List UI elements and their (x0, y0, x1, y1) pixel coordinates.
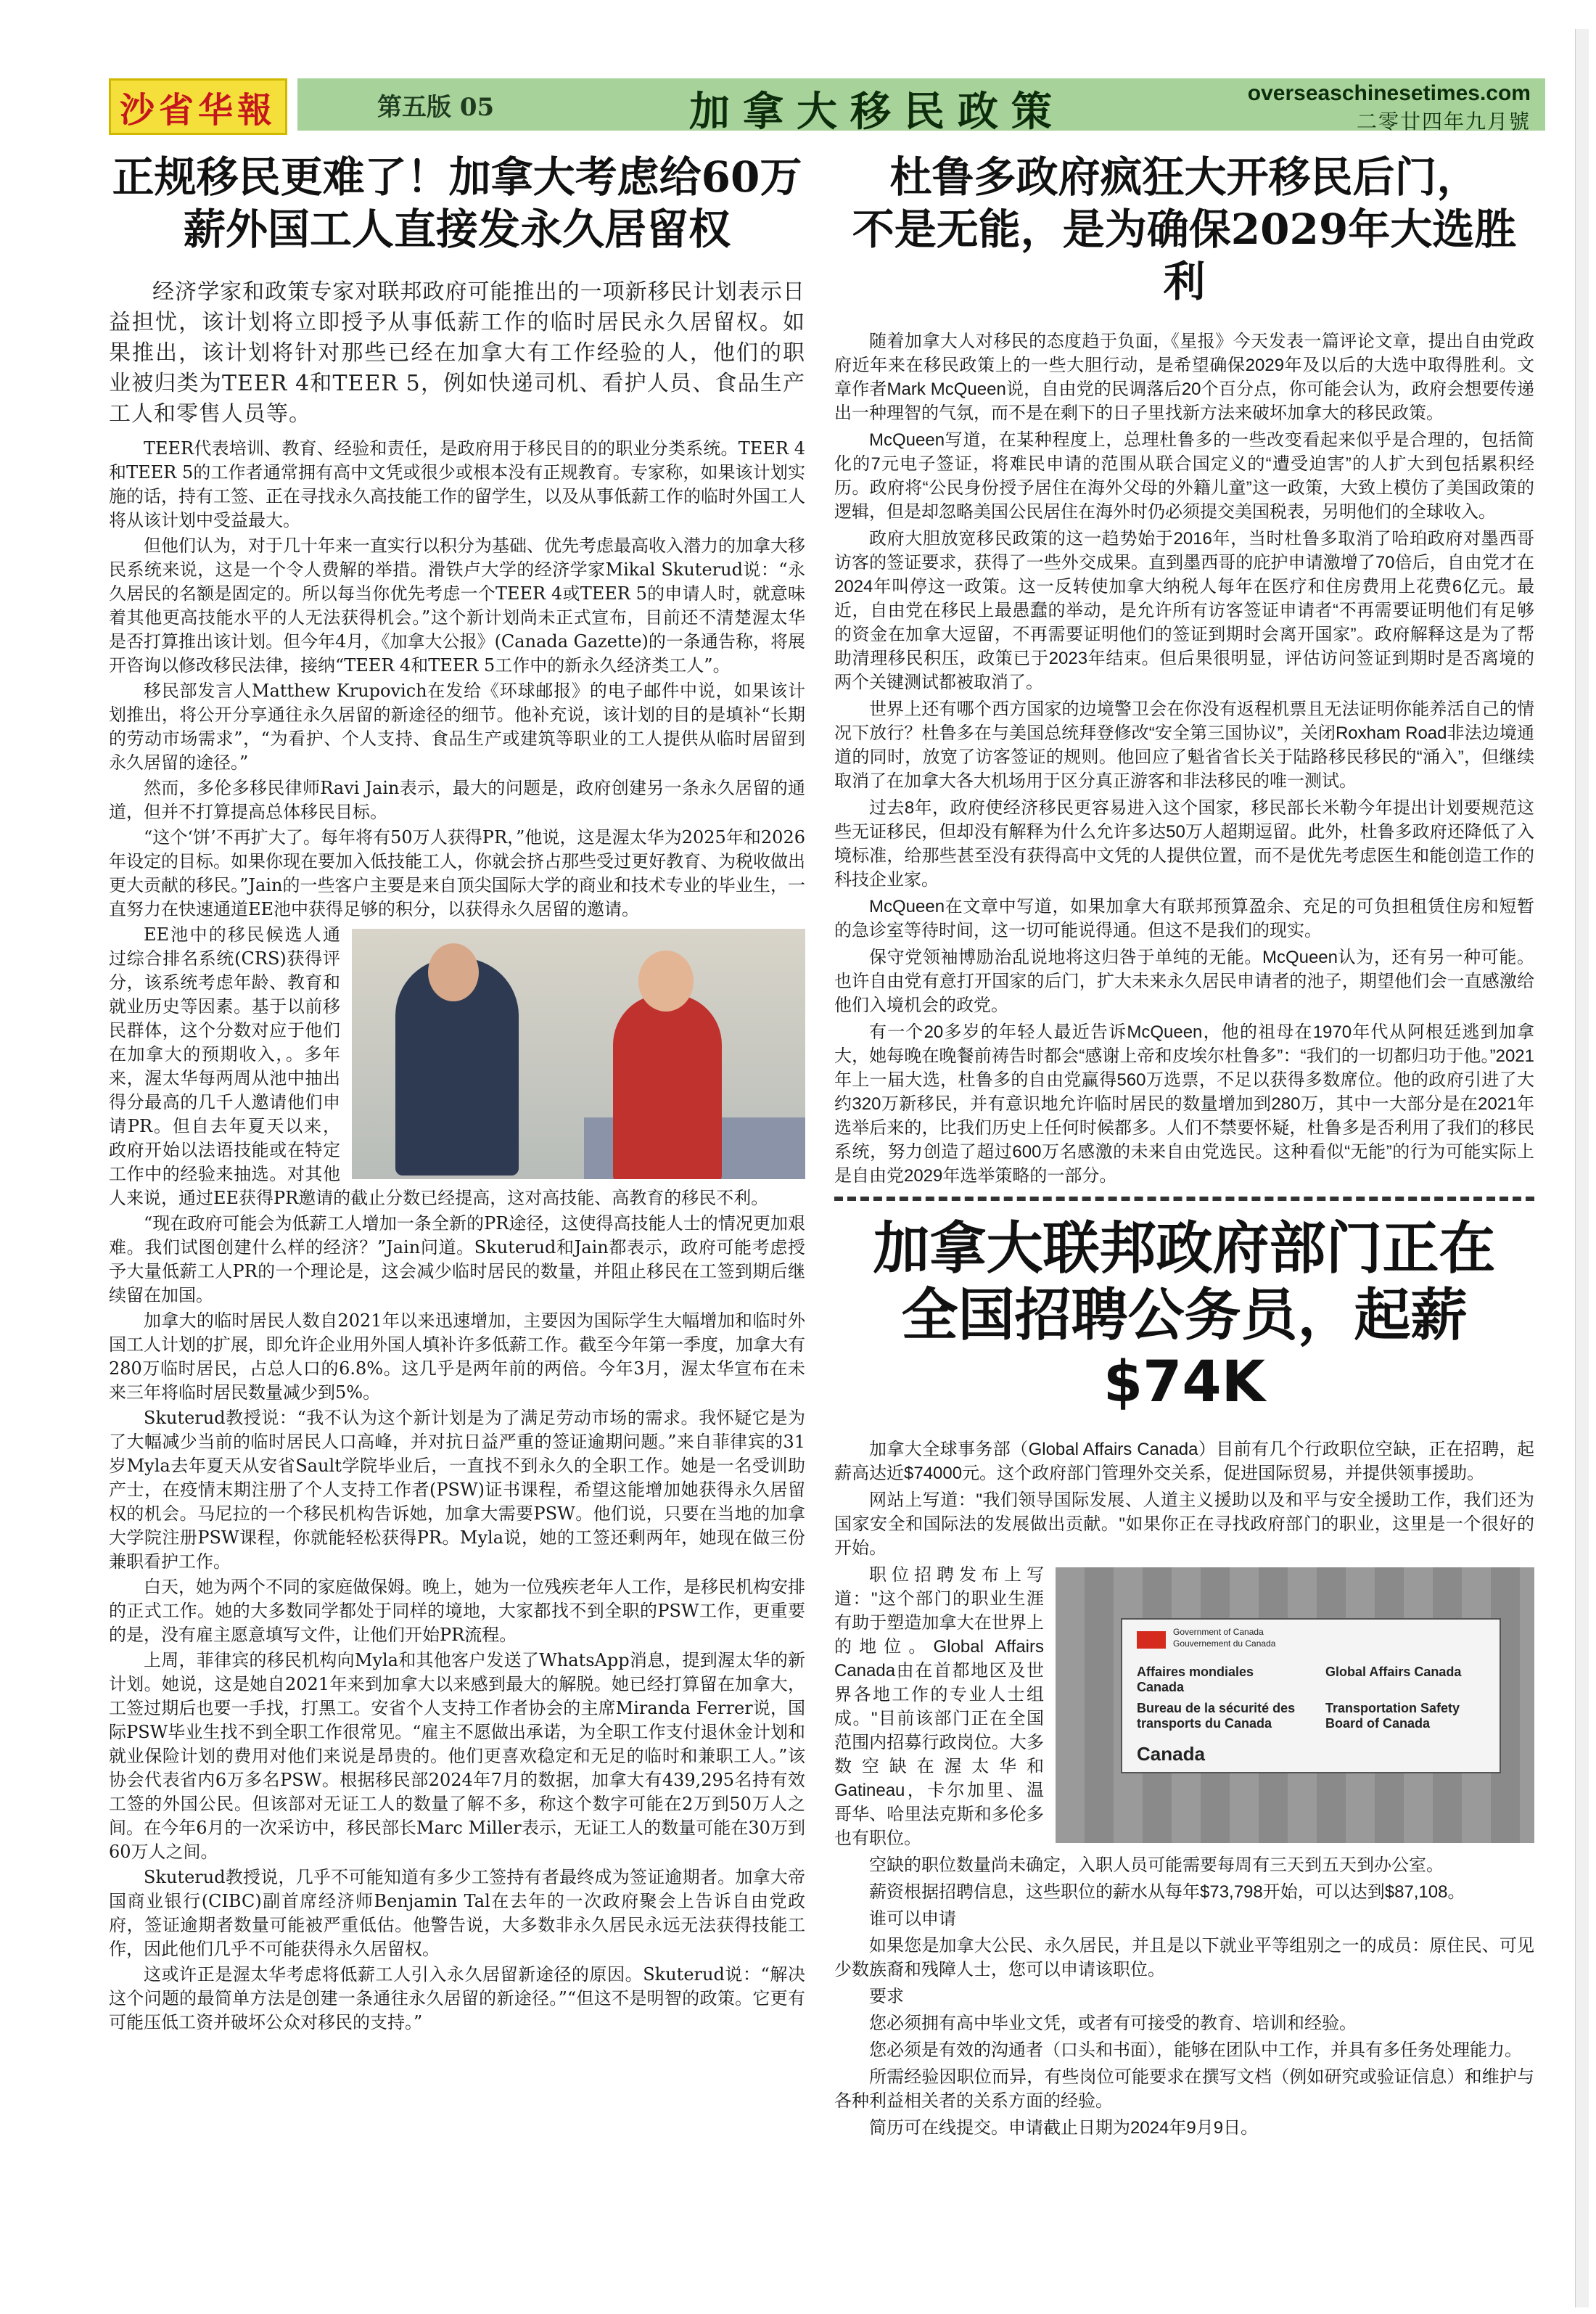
left-para: 这或许正是渥太华考虑将低薪工人引入永久居留新途径的原因。Skuterud说：“解决这个问题的最简单方法是创建一条通往永久居留的新途径。”“但这不是明智的政策。它更有可能压低工资并破坏公众对移民的支持。” (109, 1964, 805, 2032)
jobs-headline (834, 1215, 1534, 1416)
jobs-para: 空缺的职位数量尚未确定，入职人员可能需要每周有三天到五天到办公室。 (869, 1855, 1444, 1875)
right-para: 保守党领袖博励治乱说地将这归咎于单纯的无能。McQueen认为，还有另一种可能。也许自由党有意打开国家的后门，扩大未来永久居民申请者的池子，期望他们会一直感激给他们入境机会的政党。 (834, 948, 1534, 1015)
right-para: 过去8年，政府使经济移民更容易进入这个国家，移民部长米勒今年提出计划要规范这些无证移民，但却没有解释为什么允许多达50万人超期逗留。此外，杜鲁多政府还降低了入境标准，给那些甚至没有获得高中文凭的人提供位置，而不是优先考虑医生和能创造工作的科技企业家。 (834, 798, 1534, 890)
sign-gov-fr: Gouvernement du Canada (1173, 1638, 1276, 1649)
sign-bureau-en: Transportation Safety Board of Canada (1325, 1701, 1460, 1731)
left-headline-line1: 正规移民更难了！加拿大考虑给60万 (112, 152, 802, 202)
section-title: 加拿大移民政策 (689, 88, 1065, 136)
right-para: 政府大胆放宽移民政策的这一趋势始于2016年，当时杜鲁多取消了哈珀政府对墨西哥访客的签证要求，获得了一些外交成果。直到墨西哥的庇护申请激增了70倍后，自由党才在2024年叫停这一政策。这一反转使加拿大纳税人每年在医疗和住房费用上花费6亿元。最近，自由党在移民上最愚蠢的举动，是允许所有访客签证申请者“不再需要证明他们有足够的资金在加拿大逗留，不再需要证明他们的签证到期时会离开国家”。政府解释这是为了帮助清理移民积压，政策已于2023年结束。但后果很明显，评估访问签证到期时是否离境的两个关键测试都被取消了。 (834, 529, 1534, 692)
left-para: 加拿大的临时居民人数自2021年以来迅速增加，主要因为国际学生大幅增加和临时外国工人计划的扩展，即允许企业用外国人填补许多低薪工作。截至今年第一季度，加拿大有280万临时居民，占总人口的6.8%。这几乎是两年前的两倍。今年3月，渥太华宣布在未来三年将临时居民数量减少到5%。 (109, 1310, 805, 1403)
jobs-para: 您必须拥有高中毕业文凭，或者有可接受的教育、培训和经验。 (869, 2014, 1357, 2033)
left-para: “现在政府可能会为低薪工人增加一条全新的PR途径，这使得高技能人士的情况更加艰难。我们试图创建什么样的经济？”Jain问道。Skuterud和Jain都表示，政府可能考虑授予大量低薪工人PR的一个理论是，这会减少临时居民的数量，并阻止移民在工签到期后继续留在加国。 (109, 1213, 805, 1305)
left-lead: 经济学家和政策专家对联邦政府可能推出的一项新移民计划表示日益担忧，该计划将立即授予从事低薪工作的临时居民永久居留权。如果推出，该计划将针对那些已经在加拿大有工作经验的人，他们的职业被归类为TEER 4和TEER 5，例如快递司机、看护人员、食品生产工人和零售人员等。 (109, 279, 805, 427)
jobs-heading: 要求 (869, 1987, 904, 2006)
sign-dept-en: Global Affairs Canada (1325, 1665, 1462, 1679)
left-para: 移民部发言人Matthew Krupovich在发给《环球邮报》的电子邮件中说，如果该计划推出，将公开分享通往永久居留的新途径的细节。他补充说，该计划的目的是填补“长期的劳动市场需求”，“为看护、个人支持、食品生产或建筑等职业的工人提供从临时居留到永久居留的途径。” (109, 681, 805, 773)
jobs-para: 加拿大全球事务部（Global Affairs Canada）目前有几个行政职位空缺，正在招聘，起薪高达近$74000元。这个政府部门管理外交关系，促进国际贸易，并提供领事援助。 (834, 1440, 1534, 1483)
sign-dept-fr: Affaires mondiales Canada (1137, 1665, 1254, 1694)
canada-flag-icon (1137, 1631, 1166, 1649)
right-para: 世界上还有哪个西方国家的边境警卫会在你没有返程机票且无法证明你能养活自己的情况下放行？杜鲁多在与美国总统拜登修改“安全第三国协议”，关闭Roxham Road非法边境通道的同时，放宽了访客签证的规则。他回应了魁省省长关于陆路移民移民的“涌入”，但继续取消了在加拿大各大机场用于区分真正游客和非法移民的唯一测试。 (834, 699, 1534, 791)
right-article (834, 145, 1534, 2143)
right-headline-line2: 不是无能，是为确保2029年大选胜利 (852, 205, 1517, 306)
left-para: “这个‘饼’不再扩大了。每年将有50万人获得PR，”他说，这是渥太华为2025年和2026年设定的目标。如果你现在要加入低技能工人，你就会挤占那些受过更好教育、为税收做出更大贡献的移民。”Jain的一些客户主要是来自顶尖国际大学的商业和技术专业的毕业生，一直努力在快速通道EE池中获得足够的积分，以获得永久居留的邀请。 (109, 827, 805, 919)
left-para: 但他们认为，对于几十年来一直实行以积分为基础、优先考虑最高收入潜力的加拿大移民系统来说，这是一个令人费解的举措。滑铁卢大学的经济学家Mikal Skuterud说：“永久居民的名额是固定的。所以每当你优先考虑一个TEER 4或TEER 5的申请人时，就意味着其他更高技能水平的人无法获得机会。”这个新计划尚未正式宣布，目前还不清楚渥太华是否打算推出该计划。但今年4月，《加拿大公报》(Canada Gazette)的一条通告称，将展开咨询以修改移民法律，接纳“TEER 4和TEER 5工作中的新永久经济类工人”。 (109, 536, 805, 676)
jobs-heading: 谁可以申请 (869, 1909, 956, 1929)
sign-gov-en: Government of Canada (1173, 1627, 1264, 1637)
sign-bureau-fr: Bureau de la sécurité des transports du Canada (1137, 1701, 1296, 1731)
left-para: Skuterud教授说，几乎不可能知道有多少工签持有者最终成为签证逾期者。加拿大帝国商业银行(CIBC)副首席经济师Benjamin Tal在去年的一次政府聚会上告诉自由党政府，签证逾期者数量可能被严重低估。他警告说，大多数非永久居民永远无法获得技能工作，因此他们几乎不可能获得永久居留权。 (109, 1867, 805, 1959)
jobs-headline-line1: 加拿大联邦政府部门正在 (873, 1216, 1496, 1281)
right-para: 随着加拿大人对移民的态度趋于负面，《星报》今天发表一篇评论文章，提出自由党政府近年来在移民政策上的一些大胆行动，是希望确保2029年及以后的大选中取得胜利。文章作者Mark McQueen说，自由党的民调落后20个百分点，你可能会认为，政府会想要传递出一种理智的气氛，而不是在剩下的日子里找新方法来破坏加拿大的移民政策。 (834, 332, 1534, 423)
jobs-para: 职位招聘发布上写道："这个部门的职业生涯有助于塑造加拿大在世界上的地位。Global Affairs Canada由在首都地区及世界各地工作的专业人士组成。"目前该部门正在全国范围内招募行政岗位。大多数空缺在渥太华和Gatineau，卡尔加里、温哥华、哈里法克斯和多伦多也有职位。 (834, 1565, 1044, 1848)
left-para: TEER代表培训、教育、经验和责任，是政府用于移民目的的职业分类系统。TEER 4和TEER 5的工作者通常拥有高中文凭或很少或根本没有正规教育。专家称，如果该计划实施的话，持有工签、正在寻找永久高技能工作的留学生，以及从事低薪工作的临时外国工人将从该计划中受益最大。 (109, 438, 805, 530)
vertical-scrollbar[interactable] (1575, 29, 1589, 2307)
right-headline (834, 151, 1534, 308)
jobs-para: 薪资根据招聘信息，这些职位的薪水从每年$73,798开始，可以达到$87,108。 (869, 1882, 1465, 1902)
newspaper-logo: 沙省华報 (109, 78, 287, 135)
left-para: Skuterud教授说：“我不认为这个新计划是为了满足劳动市场的需求。我怀疑它是为了大幅减少当前的临时居民人口高峰，并对抗日益严重的签证逾期问题。”来自菲律宾的31岁Myla去年夏天从安省Sault学院毕业后，一直找不到永久的全职工作。她是一名受训助产士，在疫情末期注册了个人支持工作者(PSW)证书课程，希望这能增加她获得永久居留权的机会。马尼拉的一个移民机构告诉她，加拿大需要PSW。他们说，只要在当地的加拿大学院注册PSW课程，你就能轻松获得PR。Myla说，她的工签还剩两年，她现在做三份兼职看护工作。 (109, 1408, 805, 1572)
jobs-para: 简历可在线提交。申请截止日期为2024年9月9日。 (869, 2118, 1259, 2138)
left-para: EE池中的移民候选人通过综合排名系统(CRS)获得评分，该系统考虑年龄、教育和就业历史等因素。基于以前移民群体，这个分数对应于他们在加拿大的预期收入，。多年来，渥太华每两周从池中抽出得分最高的几千人邀请他们申请PR。但自去年夏天以来，政府开始以法语技能或在特定工作中的经验来抽选。对其他人来说，通过EE获得PR邀请的截止分数已经提高，这对高技能、高教育的移民不利。 (109, 924, 769, 1208)
edition-label: 第五版 05 (377, 93, 495, 122)
site-link[interactable]: overseaschinesetimes.com (1247, 81, 1531, 105)
left-para: 然而，多伦多移民律师Ravi Jain表示，最大的问题是，政府创建另一条永久居留的通道，但并不打算提高总体移民目标。 (109, 778, 805, 822)
left-para: 白天，她为两个不同的家庭做保姆。晚上，她为一位残疾老年人工作，是移民机构安排的正式工作。她的大多数同学都处于同样的境地，大家都找不到全职的PSW工作，更重要的是，没有雇主愿意填写文件，让他们开始PR流程。 (109, 1577, 805, 1645)
issue-date: 二零廿四年九月號 (1356, 110, 1531, 134)
left-para: 上周，菲律宾的移民机构向Myla和其他客户发送了WhatsApp消息，提到渥太华的新计划。她说，这是她自2021年来到加拿大以来感到最大的解脱。她已经打算留在加拿大，工签过期后也要一手找，打黑工。安省个人支持工作者协会的主席Miranda Ferrer说，国际PSW毕业生找不到全职工作很常见。“雇主不愿做出承诺，为全职工作支付退休金计划和就业保险计划的费用对他们来说是昂贵的。他们更喜欢稳定和无足的临时和兼职工人。”该协会代表省内6万多名PSW。根据移民部2024年7月的数据，加拿大有439,295名持有效工签的外国公民。但该部对无证工人的数量了解不多，称这个数字可能在2万到50万人之间。在今年6月的一次采访中，移民部长Marc Miller表示，无证工人的数量可能在30万到60万人之间。 (109, 1650, 805, 1862)
left-headline-line2: 薪外国工人直接发永久居留权 (183, 205, 731, 254)
jobs-para: 如果您是加拿大公民、永久居民，并且是以下就业平等组别之一的成员：原住民、可见少数族裔和残障人士，您可以申请该职位。 (834, 1936, 1534, 1979)
left-article (109, 145, 805, 2036)
building-sign (1121, 1618, 1501, 1773)
left-headline (109, 151, 805, 255)
jobs-para: 所需经验因职位而异，有些岗位可能要求在撰写文档（例如研究或验证信息）和维护与各种利益相关者的关系方面的经验。 (834, 2067, 1534, 2111)
jobs-para: 网站上写道："我们领导国际发展、人道主义援助以及和平与安全援助工作，我们还为国家安全和国际法的发展做出贡献。"如果你正在寻找政府部门的职业，这里是一个很好的开始。 (834, 1490, 1534, 1558)
jobs-headline-line2: 全国招聘公务员，起薪$74K (901, 1283, 1468, 1415)
right-para: McQueen在文章中写道，如果加拿大有联邦预算盈余、充足的可负担租赁住房和短暂的急诊室等待时间，这一切可能说得通。但这不是我们的现实。 (834, 897, 1534, 940)
section-divider (834, 1197, 1534, 1201)
sign-wordmark: Canada (1137, 1743, 1205, 1765)
global-affairs-sign-photo (1056, 1567, 1534, 1843)
right-para: McQueen写道，在某种程度上，总理杜鲁多的一些改变看起来似乎是合理的，包括简化的7元电子签证，将难民申请的范围从联合国定义的“遭受迫害”的人扩大到包括累积经历。政府将“公民身份授予居住在海外父母的外籍儿童”这一政策，大致上模仿了美国政策的逻辑，但是却忽略美国公民居住在海外时仍必须提交美国税表，另明他们的全球收入。 (834, 430, 1534, 522)
masthead (0, 0, 1596, 145)
right-headline-line1: 杜鲁多政府疯狂大开移民后门， (889, 152, 1479, 202)
right-para: 有一个20多岁的年轻人最近告诉McQueen，他的祖母在1970年代从阿根廷逃到加拿大，她每晚在晚餐前祷告时都会“感谢上帝和皮埃尔杜鲁多”：“我们的一切都归功于他。”2021年上一届大选，杜鲁多的自由党赢得560万选票，不足以获得多数席位。他的政府引进了大约320万新移民，并有意识地允许临时居民的数量增加到280万，其中一大部分是在2021年选举后来的，比我们历史上任何时候都多。人们不禁要怀疑，杜鲁多是否利用了我们的移民系统，努力创造了超过600万名感激的未来自由党选民。这种看似“无能”的行为可能实际上是自由党2029年选举策略的一部分。 (834, 1022, 1534, 1186)
caregivers-photo (352, 929, 805, 1179)
jobs-para: 您必须是有效的沟通者（口头和书面），能够在团队中工作，并具有多任务处理能力。 (869, 2040, 1522, 2060)
